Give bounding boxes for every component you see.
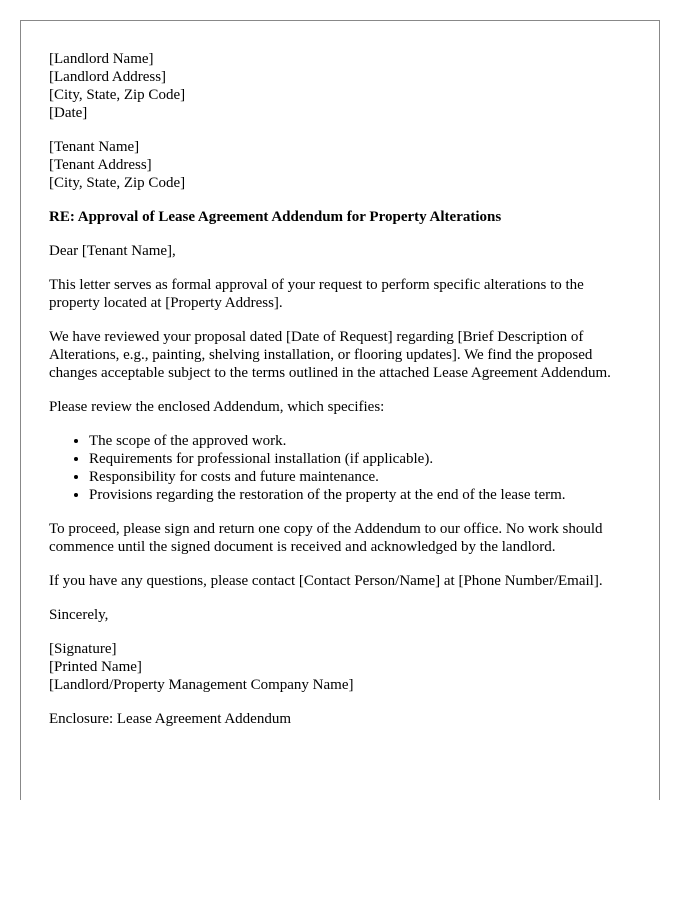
landlord-name: [Landlord Name]: [49, 51, 154, 67]
paragraph-review: We have reviewed your proposal dated [Date of Request] regarding [Brief Description of Alterations, e.g., painting, shelving installation, or flooring updates]. We find the proposed changes acceptable subject to the terms outlined in the attached Lease Agreement Addendum.: [49, 329, 611, 381]
paragraph-approval: This letter serves as formal approval of your request to perform specific alterations to the property located at [Property Address].: [49, 277, 584, 311]
tenant-city-state-zip: [City, State, Zip Code]: [49, 175, 186, 191]
letter-page: [20, 20, 660, 800]
salutation: Dear [Tenant Name],: [49, 243, 176, 259]
list-item: • Requirements for professional installation (if applicable).: [89, 450, 631, 468]
signature-block: [49, 640, 631, 694]
addendum-items-list: [49, 432, 631, 504]
tenant-address-block: [49, 138, 631, 192]
letter-date: [Date]: [49, 105, 88, 121]
tenant-name: [Tenant Name]: [49, 139, 140, 155]
printed-name: [Printed Name]: [49, 659, 142, 675]
landlord-address-block: [49, 50, 631, 122]
paragraph-addendum-intro: Please review the enclosed Addendum, which specifies:: [49, 399, 385, 415]
subject-line: RE: Approval of Lease Agreement Addendum for Property Alterations: [49, 209, 502, 225]
signoff: Sincerely,: [49, 607, 109, 623]
paragraph-contact: If you have any questions, please contact [Contact Person/Name] at [Phone Number/Email].: [49, 573, 603, 589]
list-item: • Provisions regarding the restoration of the property at the end of the lease term.: [89, 486, 631, 504]
list-item: • The scope of the approved work.: [89, 432, 631, 450]
tenant-address: [Tenant Address]: [49, 157, 152, 173]
company-name: [Landlord/Property Management Company Name]: [49, 677, 354, 693]
landlord-city-state-zip: [City, State, Zip Code]: [49, 87, 186, 103]
landlord-address: [Landlord Address]: [49, 69, 167, 85]
list-item: • Responsibility for costs and future maintenance.: [89, 468, 631, 486]
enclosure-line: Enclosure: Lease Agreement Addendum: [49, 711, 292, 727]
signature: [Signature]: [49, 641, 117, 657]
paragraph-proceed: To proceed, please sign and return one copy of the Addendum to our office. No work should commence until the signed document is received and acknowledged by the landlord.: [49, 521, 603, 555]
